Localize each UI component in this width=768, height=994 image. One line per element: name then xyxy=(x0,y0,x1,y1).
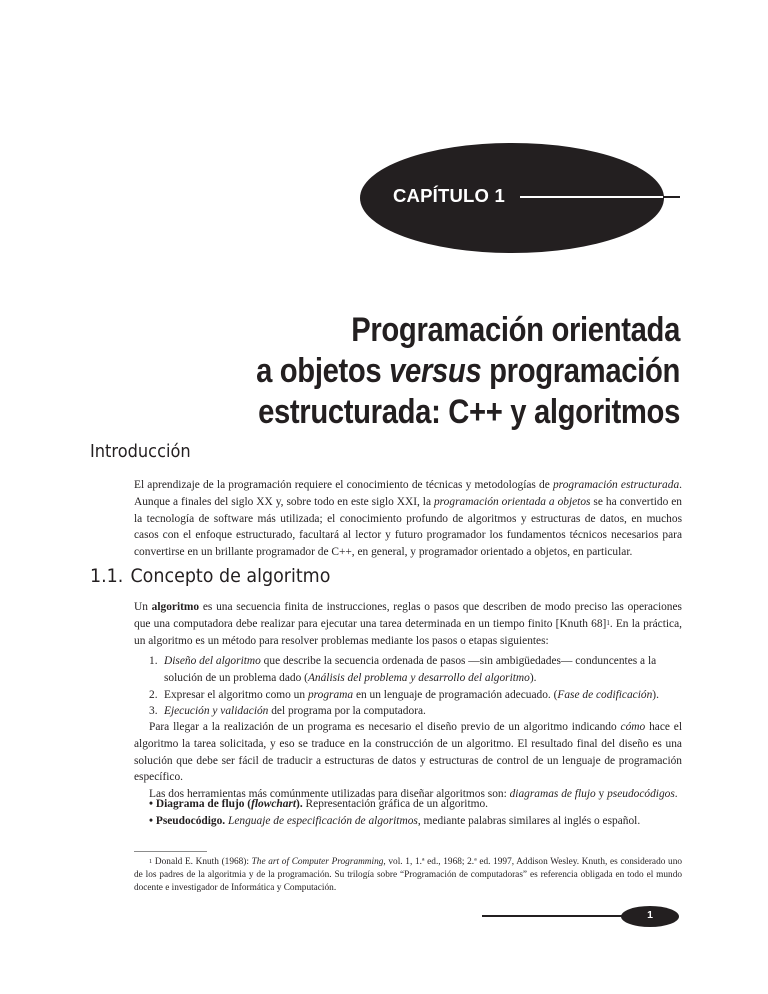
text: . xyxy=(674,788,678,801)
bold-term: Pseudocódigo. xyxy=(155,814,226,827)
text: Para llegar a la realización de un programa es necesario el diseño previo de un algoritmo indicando xyxy=(149,721,621,733)
text: es una secuencia finita de instrucciones, reglas o pasos que describen de modo preciso las operaciones que una computadora debe realizar para ejecutar una tarea determinada en un tiempo finito [Knuth 68] xyxy=(134,601,682,630)
emphasis: programa xyxy=(307,688,354,701)
emphasis: diagramas de flujo xyxy=(509,788,596,801)
list-item xyxy=(149,653,682,687)
intro-heading: Introducción xyxy=(90,441,191,462)
text: El aprendizaje de la programación requiere el conocimiento de técnicas y metodologías de xyxy=(134,479,553,491)
text: del programa por la computadora. xyxy=(268,705,426,718)
text: Las dos herramientas más comúnmente utilizadas para diseñar algoritmos son: xyxy=(149,788,510,801)
text: Expresar el algoritmo como un xyxy=(164,688,308,701)
emphasis: programación orientada a objetos xyxy=(433,495,591,508)
bold-term: ). xyxy=(296,798,303,810)
page-number: 1 xyxy=(647,909,653,921)
list-number: 1. xyxy=(149,655,158,667)
text: en un lenguaje de programación adecuado. ( xyxy=(353,688,558,701)
list-item xyxy=(149,703,682,720)
text: hace el algoritmo la tarea solicitada, y eso se traduce en la construcción de un algoritmo. El resultado final del diseño es una solución que debe ser fácil de traducir a estructuras de datos y estructuras de control de un lenguaje de programación específico. xyxy=(134,721,683,784)
bullet-icon: • xyxy=(149,814,153,827)
steps-list xyxy=(149,653,682,720)
text: . En la práctica, un algoritmo es un método para resolver problemas mediante los pasos o etapas siguientes: xyxy=(134,617,683,647)
page-number-rule xyxy=(482,915,622,917)
text: Representación gráfica de un algoritmo. xyxy=(302,798,489,810)
text: Donald E. Knuth (1968): xyxy=(152,857,252,867)
emphasis: cómo xyxy=(620,721,646,733)
section-heading xyxy=(90,565,330,587)
emphasis: Diseño del algoritmo xyxy=(164,655,261,667)
title-line-1: Programación orientada xyxy=(351,311,680,349)
emphasis: pseudocódigos xyxy=(607,788,675,801)
section-title: Concepto de algoritmo xyxy=(130,565,331,587)
title-text: programación xyxy=(481,352,680,390)
emphasis: programación estructurada xyxy=(552,479,680,491)
chapter-rule-extension xyxy=(663,196,680,198)
text: Un xyxy=(134,601,152,613)
chapter-title xyxy=(147,310,680,433)
list-item xyxy=(149,796,682,813)
intro-paragraph xyxy=(134,477,682,561)
footnote-reference[interactable]: 1 xyxy=(606,618,610,627)
text: que describe la secuencia ordenada de pasos —sin ambigüedades— conduncentes a la solución de un problema dado ( xyxy=(164,655,657,684)
bold-italic-term: flowchart xyxy=(251,798,297,810)
section-number: 1.1. xyxy=(90,565,124,587)
text: ). xyxy=(529,671,537,684)
text: ). xyxy=(652,688,659,701)
title-line-2 xyxy=(147,351,680,392)
text: , vol. 1, 1.ª ed., 1968; 2.ª ed. 1997, Addison Wesley. Knuth, es considerado uno de los padres de la algoritmia y de la programación. Su trilogía sobre “Programación de computadoras” es referencia obligada en todo el mundo docente e investigador de Informática y Computación. xyxy=(134,857,682,894)
tools-list xyxy=(149,796,682,830)
emphasis: Análisis del problema y desarrollo del algoritmo xyxy=(307,671,530,684)
footnote-divider xyxy=(134,851,207,852)
text: . Aunque a finales del siglo XX y, sobre todo en este siglo XXI, la xyxy=(134,479,682,508)
text: se ha convertido en la tecnología de software más utilizada; el conocimiento profundo de algoritmos y estructuras de datos, en muchos casos con el enfoque estructurado, facultará al lector y futuro programador los fundamentos técnicos necesarios para convertirse en un brillante programador de C++, en general, y programador orientado a objetos, en particular. xyxy=(134,495,682,559)
list-number: 3. xyxy=(149,705,158,718)
algorithm-definition-paragraph xyxy=(134,599,682,649)
list-item xyxy=(149,813,682,830)
paragraph xyxy=(134,719,682,786)
text: y xyxy=(595,788,608,801)
bold-term: Diagrama de flujo ( xyxy=(155,798,252,810)
title-text: a objetos xyxy=(256,352,390,390)
emphasis: The art of Computer Programming xyxy=(251,857,384,867)
emphasis: Ejecución y validación xyxy=(164,705,269,718)
emphasis: Fase de codificación xyxy=(557,688,653,701)
emphasis: Lenguaje de especificación de algoritmos xyxy=(225,814,418,827)
bullet-icon: • xyxy=(149,798,153,810)
bold-term: algoritmo xyxy=(151,601,200,613)
text: , mediante palabras similares al inglés o español. xyxy=(417,814,641,827)
chapter-label: CAPÍTULO 1 xyxy=(393,185,505,206)
footnote xyxy=(134,856,682,896)
design-paragraph xyxy=(134,719,682,803)
title-line-3: estructurada: C++ y algoritmos xyxy=(258,393,680,431)
list-number: 2. xyxy=(149,688,158,701)
footnote-mark: 1 xyxy=(149,858,153,865)
title-italic: versus xyxy=(389,352,482,390)
list-item xyxy=(149,687,682,704)
chapter-rule xyxy=(520,196,680,198)
